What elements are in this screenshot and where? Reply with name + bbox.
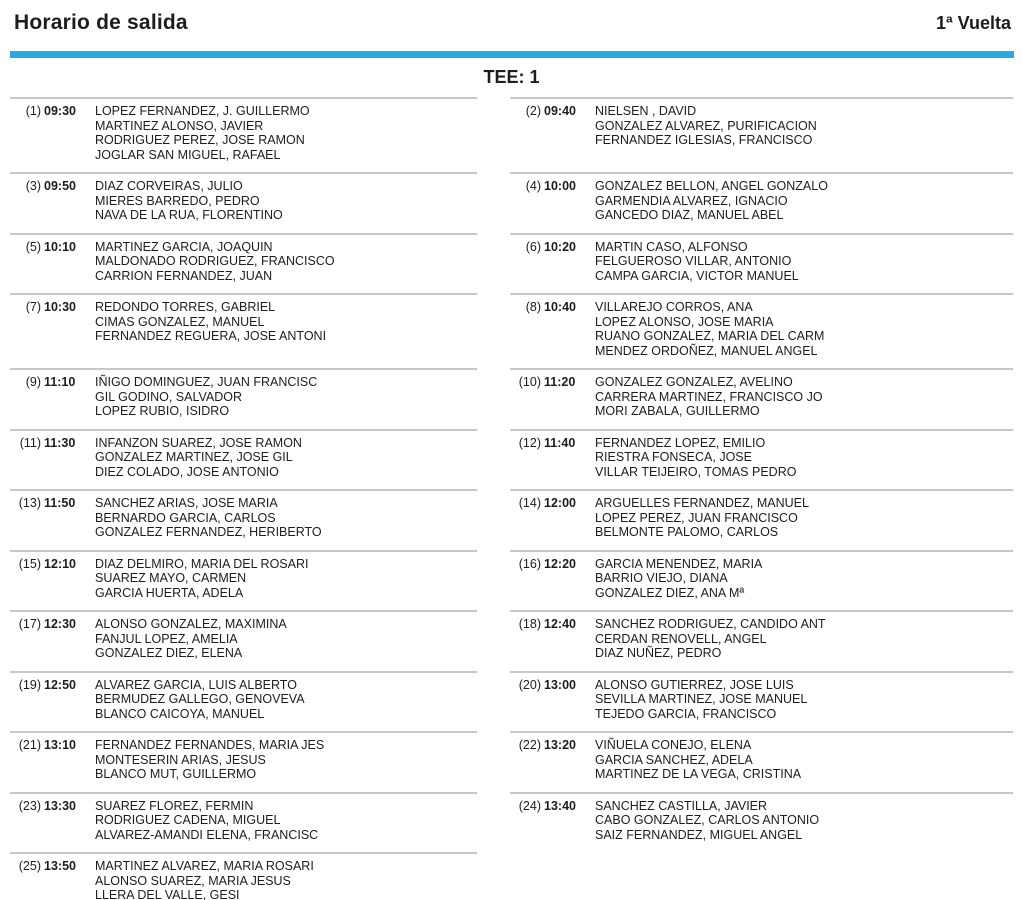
group-entry — [10, 550, 477, 611]
group-entry — [510, 550, 1013, 611]
player-name: RODRIGUEZ PEREZ, JOSE RAMON — [95, 133, 305, 147]
player-name: MALDONADO RODRIGUEZ, FRANCISCO — [95, 254, 335, 268]
group-number: (21) — [18, 738, 41, 752]
group-entry — [510, 233, 1013, 294]
group-entry — [510, 489, 1013, 550]
group-entry — [10, 489, 477, 550]
group-number: (6) — [525, 239, 541, 254]
group-number: (7) — [25, 300, 41, 314]
group-entry — [10, 172, 477, 233]
tee-groups — [10, 97, 1013, 900]
tee-time: 09:40 — [544, 104, 576, 118]
player-list — [595, 496, 809, 540]
player-name: GIL GODINO, SALVADOR — [95, 389, 243, 404]
player-list — [595, 617, 826, 661]
player-name: SANCHEZ RODRIGUEZ, CANDIDO ANT — [595, 617, 826, 631]
player-list — [595, 104, 817, 148]
group-number: (16) — [518, 556, 541, 571]
player-name: MORI ZABALA, GUILLERMO — [595, 404, 760, 418]
group-entry — [510, 731, 1013, 792]
player-name: GANCEDO DIAZ, MANUEL ABEL — [595, 208, 784, 222]
player-name: FERNANDEZ REGUERA, JOSE ANTONI — [95, 329, 327, 343]
player-name: FANJUL LOPEZ, AMELIA — [95, 631, 238, 646]
player-name: MONTESERIN ARIAS, JESUS — [95, 752, 266, 767]
player-list — [95, 179, 283, 223]
player-name: ALONSO SUAREZ, MARIA JESUS — [95, 873, 291, 888]
player-name: CIMAS GONZALEZ, MANUEL — [95, 314, 265, 329]
player-name: DIEZ COLADO, JOSE ANTONIO — [95, 464, 279, 479]
player-name: RIESTRA FONSECA, JOSE — [595, 450, 752, 464]
player-name: FELGUEROSO VILLAR, ANTONIO — [595, 254, 792, 268]
player-name: FERNANDEZ FERNANDES, MARIA JES — [95, 738, 325, 752]
player-list — [595, 300, 824, 358]
player-name: JOGLAR SAN MIGUEL, RAFAEL — [95, 147, 281, 162]
player-name: GARCIA SANCHEZ, ADELA — [595, 752, 753, 767]
player-name: GARCIA MENENDEZ, MARIA — [595, 556, 763, 571]
player-name: GONZALEZ FERNANDEZ, HERIBERTO — [95, 525, 322, 539]
player-list — [95, 104, 310, 162]
player-name: VIÑUELA CONEJO, ELENA — [595, 738, 752, 752]
page-title: Horario de salida — [14, 11, 188, 34]
group-entry — [10, 792, 477, 853]
group-number: (9) — [25, 375, 41, 389]
player-list — [95, 859, 314, 900]
group-number: (23) — [18, 798, 41, 813]
group-number: (8) — [525, 300, 541, 314]
group-entry — [510, 792, 1013, 853]
player-list — [595, 436, 796, 480]
player-list — [95, 678, 305, 722]
player-name: SANCHEZ CASTILLA, JAVIER — [595, 798, 768, 813]
group-entry — [510, 97, 1013, 172]
player-name: MIERES BARREDO, PEDRO — [95, 193, 260, 208]
group-number: (22) — [518, 738, 541, 752]
player-name: LLERA DEL VALLE, GESI — [95, 888, 240, 900]
tee-time: 13:10 — [44, 738, 76, 752]
group-number: (13) — [18, 496, 41, 510]
player-name: GARMENDIA ALVAREZ, IGNACIO — [595, 193, 788, 208]
group-number: (5) — [25, 239, 41, 254]
player-list — [95, 738, 324, 782]
tee-time: 12:40 — [544, 617, 576, 631]
tee-time: 12:30 — [44, 617, 76, 631]
player-name: FERNANDEZ IGLESIAS, FRANCISCO — [595, 133, 813, 147]
player-name: BARRIO VIEJO, DIANA — [595, 571, 728, 585]
player-name: SUAREZ MAYO, CARMEN — [95, 571, 247, 585]
group-number: (24) — [518, 798, 541, 813]
group-number: (18) — [518, 617, 541, 631]
tee-time: 11:30 — [44, 435, 76, 450]
group-number: (19) — [18, 677, 41, 692]
player-name: ALVAREZ GARCIA, LUIS ALBERTO — [95, 677, 297, 692]
tee-time: 10:40 — [544, 300, 576, 314]
tee-time: 13:50 — [44, 859, 76, 873]
player-list — [95, 557, 308, 601]
player-name: LOPEZ FERNANDEZ, J. GUILLERMO — [95, 104, 310, 118]
tee-time: 13:30 — [44, 798, 76, 813]
player-name: MARTINEZ DE LA VEGA, CRISTINA — [595, 767, 802, 781]
player-name: CARRERA MARTINEZ, FRANCISCO JO — [595, 389, 823, 404]
player-name: RODRIGUEZ CADENA, MIGUEL — [95, 813, 281, 827]
group-entry — [10, 429, 477, 490]
group-entry — [10, 368, 477, 429]
player-list — [95, 799, 318, 843]
player-list — [95, 617, 287, 661]
player-name: GONZALEZ ALVAREZ, PURIFICACION — [595, 118, 817, 133]
group-number: (15) — [18, 556, 41, 571]
player-name: MARTINEZ ALONSO, JAVIER — [95, 118, 264, 133]
tee-time: 10:00 — [544, 179, 576, 193]
tee-time: 10:20 — [544, 239, 576, 254]
player-name: CERDAN RENOVELL, ANGEL — [595, 631, 767, 646]
player-name: RUANO GONZALEZ, MARIA DEL CARM — [595, 329, 825, 343]
tee-section-title: TEE: 1 — [483, 67, 540, 87]
player-name: VILLAREJO CORROS, ANA — [595, 300, 753, 314]
player-name: ALONSO GONZALEZ, MAXIMINA — [95, 617, 287, 631]
group-entry — [510, 172, 1013, 233]
group-number: (2) — [525, 104, 541, 118]
player-name: BLANCO MUT, GUILLERMO — [95, 767, 257, 781]
player-list — [595, 799, 819, 843]
group-number: (4) — [525, 179, 541, 193]
player-name: SANCHEZ ARIAS, JOSE MARIA — [95, 496, 278, 510]
player-name: NIELSEN , DAVID — [595, 104, 697, 118]
player-list — [95, 240, 335, 284]
group-number: (25) — [18, 859, 41, 873]
group-number: (11) — [19, 435, 41, 450]
player-name: FERNANDEZ LOPEZ, EMILIO — [595, 435, 766, 450]
player-name: GONZALEZ DIEZ, ELENA — [95, 646, 243, 660]
player-name: ALVAREZ-AMANDI ELENA, FRANCISC — [95, 827, 319, 842]
group-entry — [10, 233, 477, 294]
player-list — [95, 496, 322, 540]
player-name: MARTIN CASO, ALFONSO — [595, 239, 748, 254]
tee-time: 12:20 — [544, 556, 576, 571]
tee-time: 11:20 — [544, 375, 576, 389]
tee-time: 09:50 — [44, 179, 76, 193]
tee-time: 13:00 — [544, 677, 576, 692]
group-number: (20) — [518, 677, 541, 692]
player-list — [595, 240, 799, 284]
player-name: REDONDO TORRES, GABRIEL — [95, 300, 276, 314]
player-name: ALONSO GUTIERREZ, JOSE LUIS — [595, 677, 794, 692]
group-entry — [10, 97, 477, 172]
player-name: BERMUDEZ GALLEGO, GENOVEVA — [95, 692, 305, 706]
player-name: MARTINEZ ALVAREZ, MARIA ROSARI — [95, 859, 314, 873]
group-entry — [510, 429, 1013, 490]
tee-time: 12:00 — [544, 496, 576, 510]
group-entry — [510, 368, 1013, 429]
player-list — [95, 436, 302, 480]
player-list — [595, 375, 823, 419]
player-name: BERNARDO GARCIA, CARLOS — [95, 510, 276, 525]
tee-time: 11:10 — [44, 375, 76, 389]
round-label: 1ª Vuelta — [935, 13, 1011, 33]
player-name: SEVILLA MARTINEZ, JOSE MANUEL — [595, 692, 808, 706]
group-entry — [510, 671, 1013, 732]
group-number: (1) — [25, 104, 41, 118]
group-number: (12) — [518, 435, 541, 450]
tee-time: 11:50 — [44, 496, 76, 510]
tee-time: 12:50 — [44, 677, 76, 692]
tee-time: 13:40 — [544, 798, 576, 813]
player-name: DIAZ DELMIRO, MARIA DEL ROSARI — [95, 556, 309, 571]
tee-time: 13:20 — [544, 738, 576, 752]
player-name: GARCIA HUERTA, ADELA — [95, 585, 244, 600]
player-list — [595, 678, 807, 722]
player-name: MENDEZ ORDOÑEZ, MANUEL ANGEL — [595, 343, 818, 358]
player-name: BELMONTE PALOMO, CARLOS — [595, 525, 779, 539]
player-list — [95, 300, 326, 344]
group-entry — [10, 671, 477, 732]
group-number: (17) — [18, 617, 41, 631]
accent-divider-bar — [10, 51, 1014, 58]
player-name: DIAZ NUÑEZ, PEDRO — [595, 646, 722, 660]
player-name: BLANCO CAICOYA, MANUEL — [95, 706, 265, 721]
group-entry — [10, 731, 477, 792]
player-list — [595, 738, 801, 782]
group-entry — [10, 610, 477, 671]
group-entry — [510, 610, 1013, 671]
tee-time: 11:40 — [544, 435, 576, 450]
player-name: IÑIGO DOMINGUEZ, JUAN FRANCISC — [95, 375, 318, 389]
group-entry — [510, 293, 1013, 368]
player-name: GONZALEZ DIEZ, ANA Mª — [595, 585, 745, 600]
player-name: MARTINEZ GARCIA, JOAQUIN — [95, 239, 273, 254]
group-number: (3) — [25, 179, 41, 193]
page-header — [0, 0, 1023, 35]
player-name: CARRION FERNANDEZ, JUAN — [95, 268, 273, 283]
player-name: SAIZ FERNANDEZ, MIGUEL ANGEL — [595, 827, 803, 842]
player-name: CABO GONZALEZ, CARLOS ANTONIO — [595, 813, 820, 827]
player-name: LOPEZ RUBIO, ISIDRO — [95, 404, 230, 418]
group-number: (14) — [518, 496, 541, 510]
player-name: DIAZ CORVEIRAS, JULIO — [95, 179, 243, 193]
player-list — [595, 179, 828, 223]
player-name: VILLAR TEIJEIRO, TOMAS PEDRO — [595, 464, 797, 479]
group-number: (10) — [518, 375, 541, 389]
player-name: SUAREZ FLOREZ, FERMIN — [95, 798, 254, 813]
group-entry — [10, 293, 477, 368]
player-name: TEJEDO GARCIA, FRANCISCO — [595, 706, 777, 721]
player-name: INFANZON SUAREZ, JOSE RAMON — [95, 435, 302, 450]
player-name: GONZALEZ BELLON, ANGEL GONZALO — [595, 179, 828, 193]
player-list — [95, 375, 317, 419]
player-name: GONZALEZ MARTINEZ, JOSE GIL — [95, 450, 293, 464]
player-name: LOPEZ PEREZ, JUAN FRANCISCO — [595, 510, 798, 525]
tee-time: 10:10 — [44, 239, 76, 254]
player-name: ARGUELLES FERNANDEZ, MANUEL — [595, 496, 809, 510]
tee-time: 10:30 — [44, 300, 76, 314]
player-list — [595, 557, 762, 601]
player-name: GONZALEZ GONZALEZ, AVELINO — [595, 375, 793, 389]
tee-time: 09:30 — [44, 104, 76, 118]
group-entry — [10, 852, 477, 900]
player-name: LOPEZ ALONSO, JOSE MARIA — [595, 314, 774, 329]
player-name: NAVA DE LA RUA, FLORENTINO — [95, 208, 283, 222]
tee-time: 12:10 — [44, 556, 76, 571]
player-name: CAMPA GARCIA, VICTOR MANUEL — [595, 268, 799, 283]
